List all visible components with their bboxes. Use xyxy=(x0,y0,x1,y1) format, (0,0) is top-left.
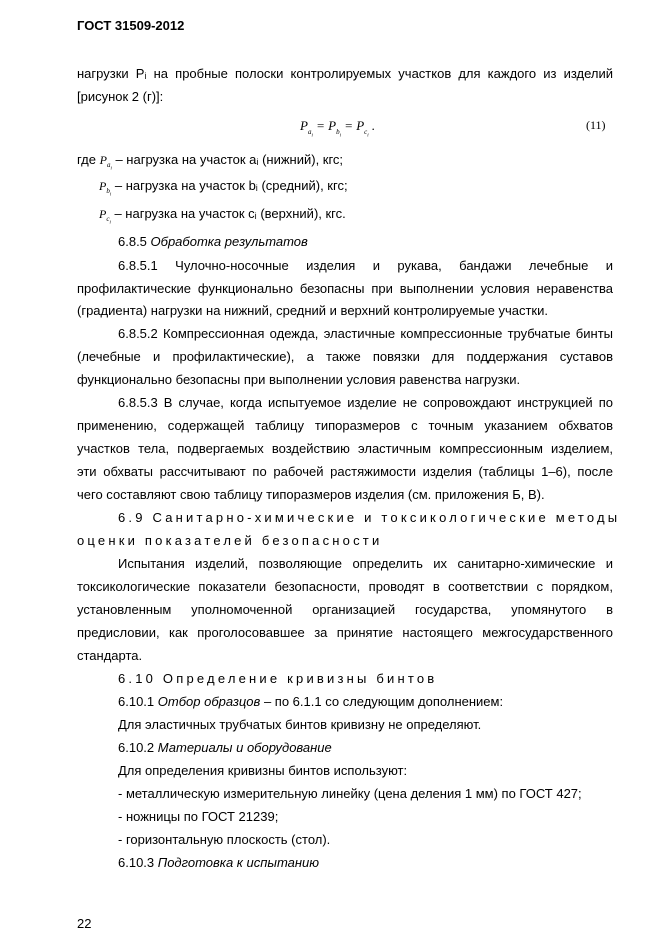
text-line: Для эластичных трубчатых бинтов кривизну не определяют. xyxy=(118,717,482,732)
heading-number: 6.8.5 xyxy=(118,234,151,249)
clause-6-10-3 xyxy=(118,855,613,870)
clause-6-10-1 xyxy=(118,694,613,709)
section-heading-6-9: 6.9 Санитарно-химические и токсикологические методы xyxy=(118,510,621,525)
section-heading-6-9-cont: оценки показателей безопасности xyxy=(77,533,383,548)
text-line: чего составляют свою таблицу типоразмеров изделия (см. приложения Б, В). xyxy=(77,487,545,502)
text-line: предисловии, как проголосовавшее за принятие настоящего межгосударственного xyxy=(77,625,613,640)
text-line: [рисунок 2 (г)]: xyxy=(77,89,164,104)
text-line: установленным уполномоченной организацией государства, упомянутого в xyxy=(77,602,613,617)
text-line: 6.8.5.3 В случае, когда испытуемое изделие не сопровождают инструкцией по xyxy=(118,395,613,410)
text-line: (лечебные и профилактические), а также повязки для поддержания суставов xyxy=(77,349,613,364)
section-heading-6-8-5 xyxy=(118,234,613,249)
text-line: профилактические функционально безопасны при выполнении условия неравенства xyxy=(77,281,613,296)
formula-11: $P_{a_i} = P_{b_i} = P_{c_i}$ . xyxy=(300,118,376,138)
text-line: нагрузки Pᵢ на пробные полоски контролируемых участков для каждого из изделий xyxy=(77,66,613,81)
equation-number: (11) xyxy=(586,118,606,132)
text-line: 6.8.5.1 Чулочно-носочные изделия и рукава, бандажи лечебные и xyxy=(118,258,613,273)
clause-number: 6.10.2 xyxy=(118,740,155,755)
text-line: эти обхваты рассчитывают по рабочей растяжимости изделия (таблицы 1–6), после xyxy=(77,464,613,479)
where-c xyxy=(99,206,635,231)
text-line: (градиента) нагрузки на нижний, средний и верхний контролируемые участки. xyxy=(77,303,548,318)
symbol-pc: $P_{c_i}$ xyxy=(99,207,111,226)
document-header: ГОСТ 31509-2012 xyxy=(77,18,185,33)
symbol-pb: $P_{b_i}$ xyxy=(99,179,112,198)
symbol-pa: $P_{a_i}$ xyxy=(99,153,112,172)
clause-title: Материалы и оборудование xyxy=(157,740,332,755)
text-line: применению, содержащей таблицу типоразмеров с точным указанием обхватов xyxy=(77,418,613,433)
list-item: - металлическую измерительную линейку (цена деления 1 мм) по ГОСТ 427; xyxy=(118,786,582,801)
text-line: функционально безопасны при выполнении условия равенства нагрузки. xyxy=(77,372,521,387)
clause-text: – по 6.1.1 со следующим дополнением: xyxy=(263,694,504,709)
text-line: токсикологические показатели безопасности, проводят в соответствии с порядком, xyxy=(77,579,613,594)
heading-title: Обработка результатов xyxy=(150,234,308,249)
where-b-text: – нагрузка на участок bᵢ (средний), кгс; xyxy=(114,178,348,193)
text-line: Для определения кривизны бинтов используют: xyxy=(118,763,408,778)
text-line: стандарта. xyxy=(77,648,143,663)
list-item: - ножницы по ГОСТ 21239; xyxy=(118,809,279,824)
where-prefix: где xyxy=(77,152,96,167)
section-heading-6-10: 6.10 Определение кривизны бинтов xyxy=(118,671,438,686)
clause-title: Отбор образцов xyxy=(157,694,261,709)
where-b xyxy=(99,178,635,203)
list-item: - горизонтальную плоскость (стол). xyxy=(118,832,331,847)
page-number: 22 xyxy=(77,916,92,931)
where-a-text: – нагрузка на участок aᵢ (нижний), кгс; xyxy=(115,152,344,167)
clause-title: Подготовка к испытанию xyxy=(157,855,320,870)
clause-6-10-2 xyxy=(118,740,613,755)
text-line: участков тела, подвергаемых воздействию эластичным компрессионным изделием, xyxy=(77,441,613,456)
clause-number: 6.10.1 xyxy=(118,694,155,709)
text-line: Испытания изделий, позволяющие определить их санитарно-химические и xyxy=(118,556,613,571)
where-c-text: – нагрузка на участок cᵢ (верхний), кгс. xyxy=(114,206,346,221)
text-line: 6.8.5.2 Компрессионная одежда, эластичные компрессионные трубчатые бинты xyxy=(118,326,613,341)
where-a xyxy=(77,152,613,177)
clause-number: 6.10.3 xyxy=(118,855,155,870)
